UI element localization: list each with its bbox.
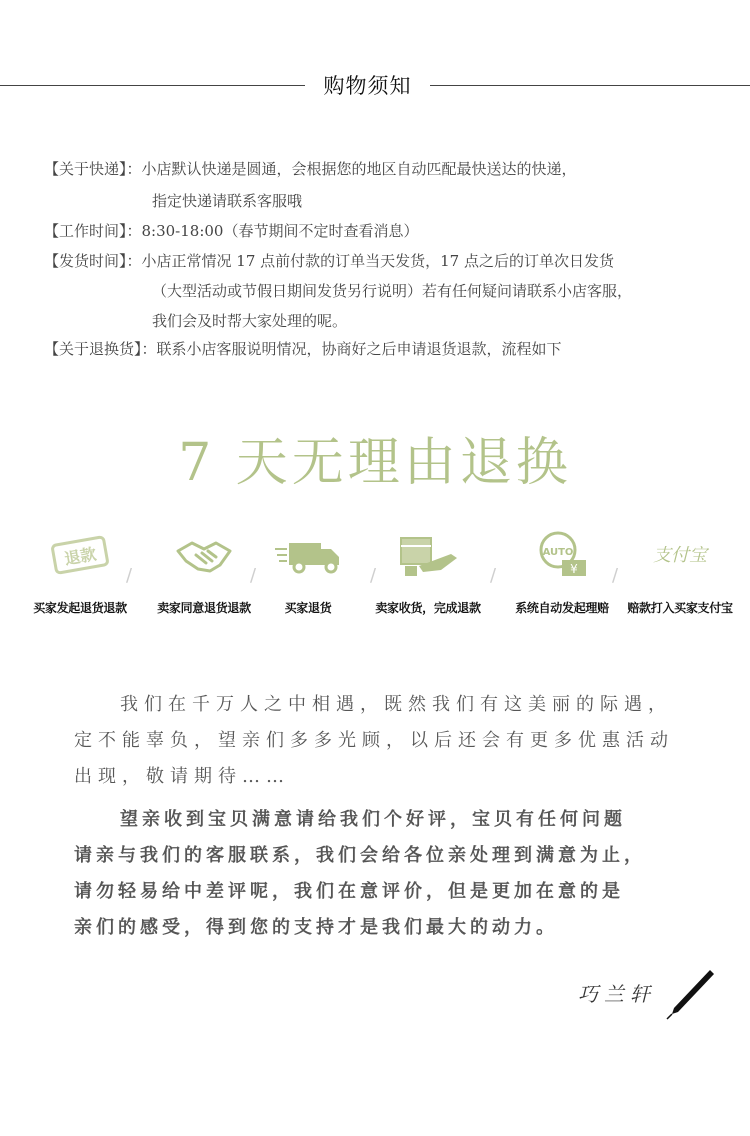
paragraph-line: 望亲收到宝贝满意请给我们个好评，宝贝有任何问题 (120, 809, 626, 830)
paragraph-line: 出现，敬请期待…… (74, 766, 290, 787)
step-separator: / (612, 565, 619, 586)
step-label: 卖家收货，完成退款 (375, 601, 481, 615)
paragraph-line: 请勿轻易给中差评呢，我们在意评价，但是更加在意的是 (74, 881, 624, 902)
step-label: 卖家同意退货退款 (157, 601, 251, 615)
info-line-express-cont: 指定快递请联系客服哦 (152, 192, 303, 210)
header-divider-right (430, 85, 750, 86)
section-header (0, 66, 750, 106)
package-receive-icon (366, 525, 490, 585)
paragraph-line: 定不能辜负，望亲们多多光顾，以后还会有更多优惠活动 (74, 730, 674, 751)
shop-signature: 巧兰轩 (578, 982, 656, 1006)
paragraph-line: 我们在千万人之中相遇，既然我们有这美丽的际遇， (120, 694, 672, 715)
info-line-shipping-cont1: （大型活动或节假日期间发货另行说明）若有任何疑问请联系小店客服， (152, 282, 633, 300)
auto-badge-text: AUTO (542, 547, 574, 558)
step-alipay-payout (618, 525, 742, 616)
info-line-express: 【关于快递】：小店默认快递是圆通，会根据您的地区自动匹配最快送达的快递， (44, 160, 577, 178)
greeting-paragraph (74, 687, 714, 795)
return-process-steps (0, 525, 750, 625)
step-label: 买家发起退货退款 (33, 601, 127, 615)
info-line-shipping-cont2: 我们会及时帮大家处理的呢。 (152, 312, 348, 330)
step-separator: / (490, 565, 497, 586)
svg-text:¥: ¥ (570, 562, 578, 576)
page-title: 购物须知 (323, 74, 412, 98)
paragraph-line: 请亲与我们的客服联系，我们会给各位亲处理到满意为止， (74, 845, 646, 866)
pen-icon (664, 966, 716, 1026)
step-buyer-return (246, 525, 370, 616)
delivery-truck-icon (246, 525, 370, 585)
step-separator: / (370, 565, 377, 586)
step-buyer-request-refund (18, 525, 142, 616)
step-separator: / (250, 565, 257, 586)
auto-payment-icon (500, 525, 624, 585)
paragraph-line: 亲们的感受，得到您的支持才是我们最大的动力。 (74, 917, 558, 938)
step-label: 赔款打入买家支付宝 (627, 601, 733, 615)
refund-stamp-icon (18, 525, 142, 585)
step-label: 买家退货 (284, 601, 332, 615)
info-line-hours: 【工作时间】：8:30-18:00（春节期间不定时查看消息） (44, 222, 419, 240)
review-request-paragraph (74, 802, 714, 946)
alipay-logo-icon (618, 525, 742, 585)
return-policy-banner: 7 天无理由退换 (178, 433, 572, 493)
step-seller-receive (366, 525, 490, 616)
header-divider-left (0, 85, 305, 86)
step-label: 系统自动发起理赔 (515, 601, 609, 615)
info-line-returns: 【关于退换货】：联系小店客服说明情况，协商好之后申请退货退款，流程如下 (44, 340, 562, 358)
step-auto-claim (500, 525, 624, 616)
alipay-logo-text: 支付宝 (653, 545, 707, 566)
step-separator: / (126, 565, 133, 586)
refund-stamp-text: 退款 (62, 544, 98, 569)
info-line-shipping: 【发货时间】：小店正常情况 17 点前付款的订单当天发货，17 点之后的订单次日发货 (44, 252, 614, 270)
